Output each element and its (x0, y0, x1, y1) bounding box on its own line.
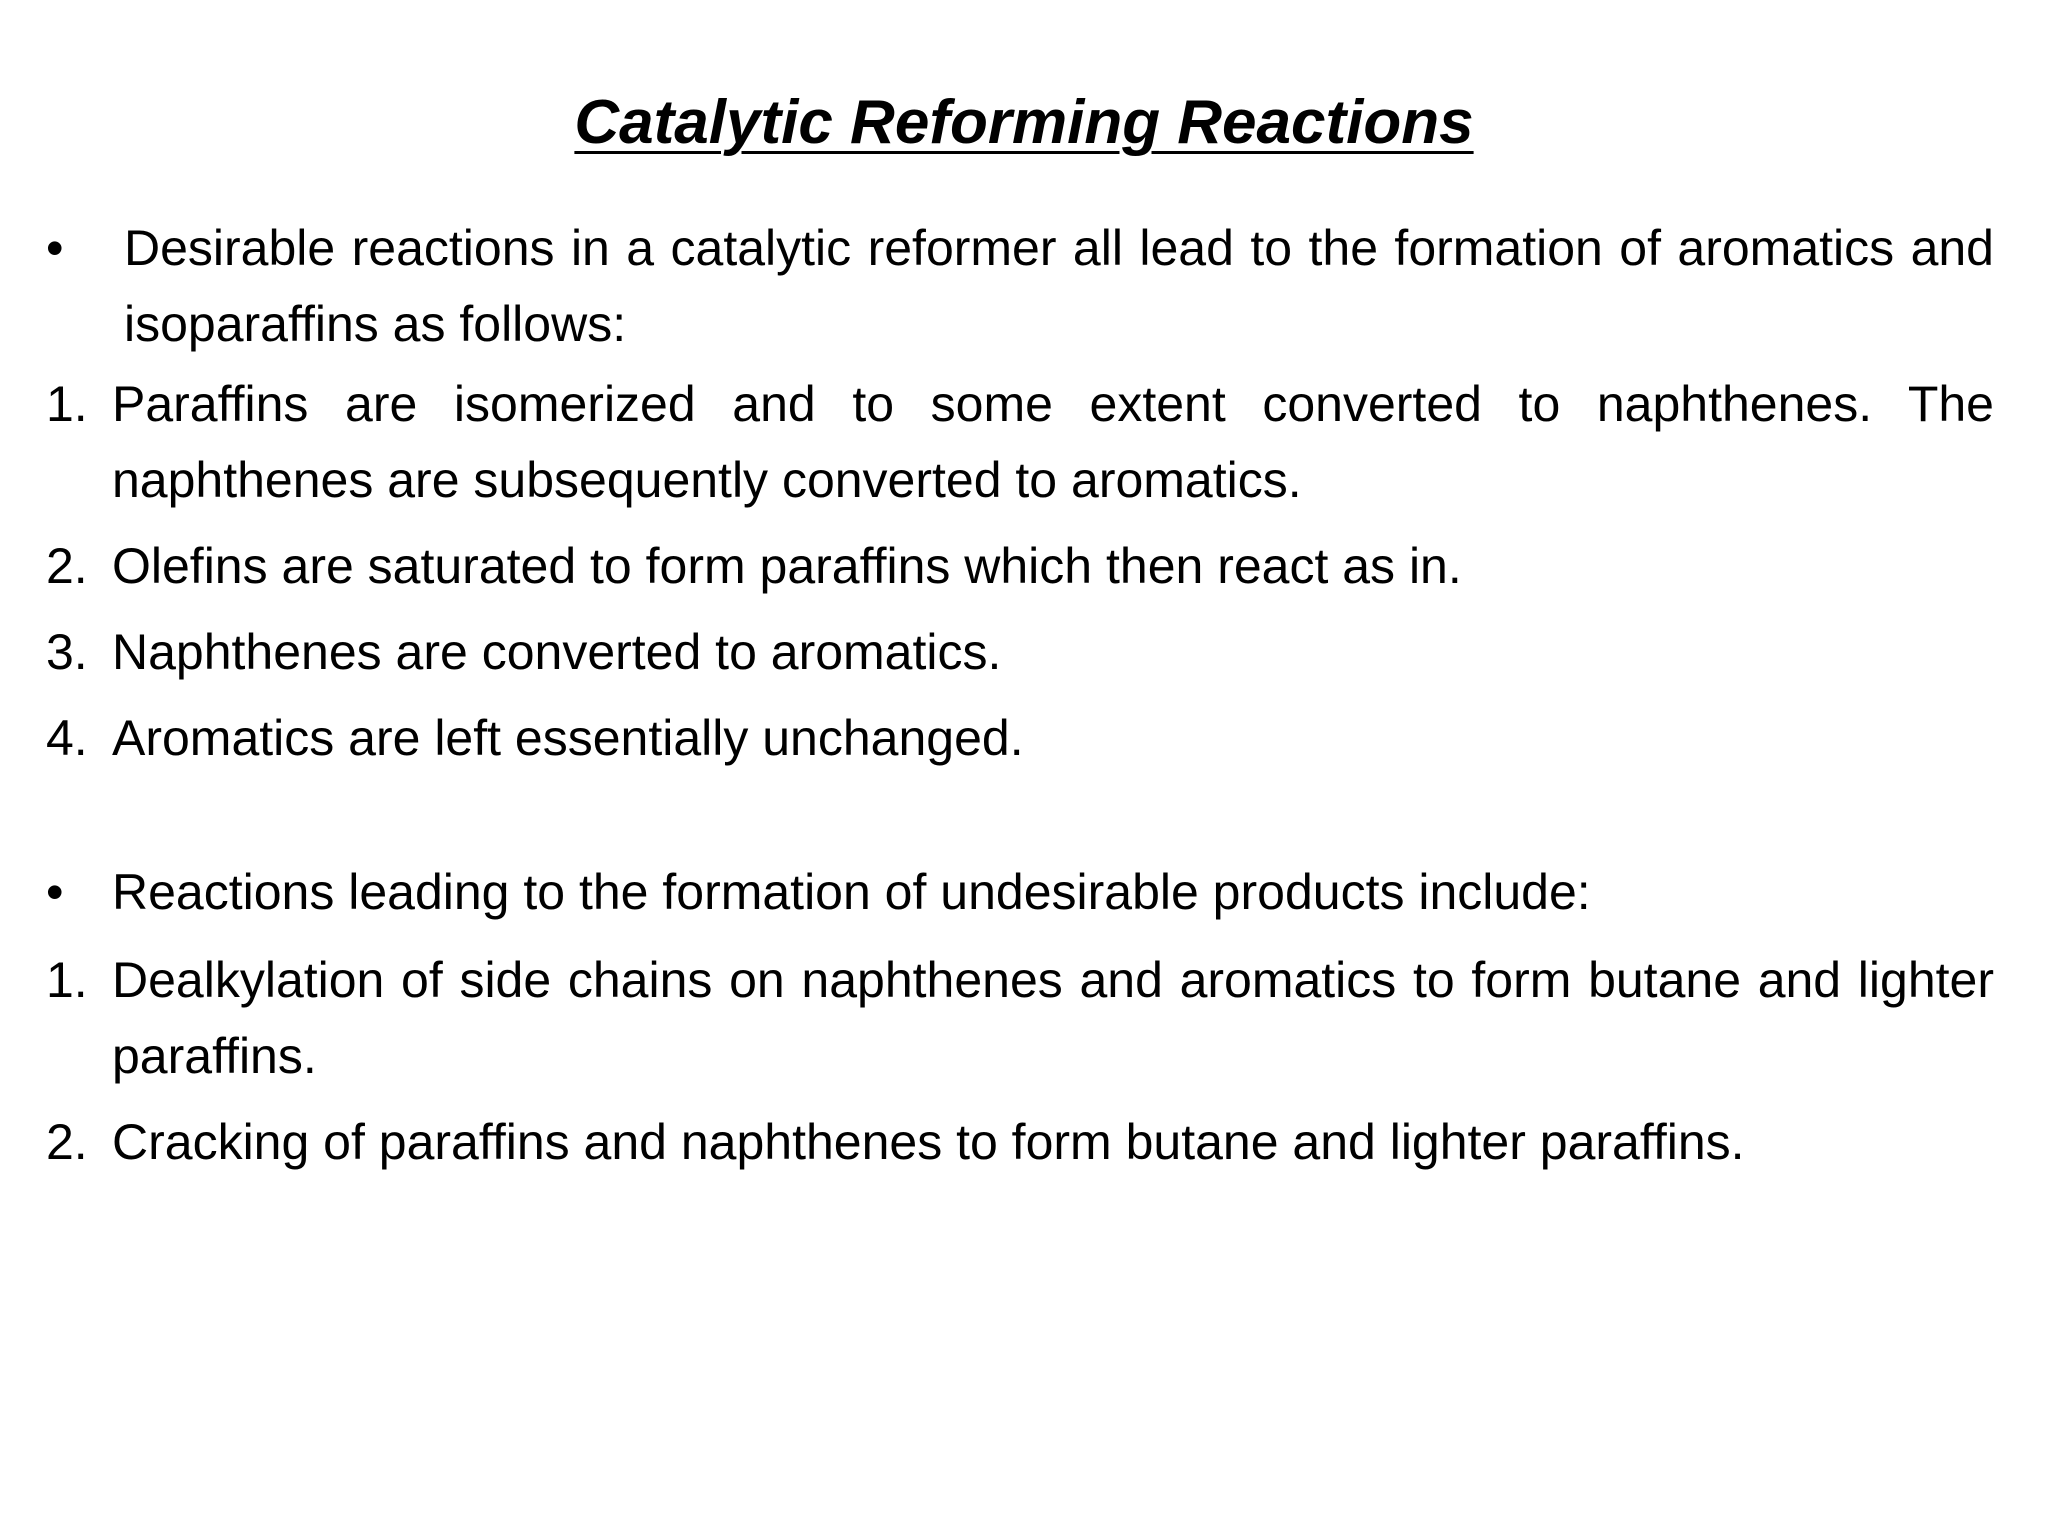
item-text: Paraffins are isomerized and to some extent converted to naphthenes. The naphthenes are subsequently converted to aromatics. (112, 376, 1994, 508)
bullet-icon: • (46, 220, 64, 276)
item-number: 2. (46, 538, 88, 594)
undesirable-intro (46, 854, 1994, 930)
bullet-icon: • (46, 864, 64, 920)
item-text: Dealkylation of side chains on naphthenes and aromatics to form butane and lighter paraffins. (112, 952, 1994, 1084)
slide-body (46, 210, 1994, 1190)
desirable-intro-text: Desirable reactions in a catalytic reformer all lead to the formation of aromatics and isoparaffins as follows: (124, 220, 1994, 352)
item-number: 2. (46, 1114, 88, 1170)
slide-title: Catalytic Reforming Reactions (574, 88, 1474, 157)
undesirable-item (46, 1104, 1994, 1180)
item-text: Aromatics are left essentially unchanged. (112, 710, 1024, 766)
item-number: 4. (46, 710, 88, 766)
undesirable-item (46, 942, 1994, 1094)
item-number: 1. (46, 952, 88, 1008)
undesirable-intro-text: Reactions leading to the formation of undesirable products include: (112, 864, 1591, 920)
item-text: Naphthenes are converted to aromatics. (112, 624, 1002, 680)
desirable-item (46, 614, 1994, 690)
desirable-item (46, 366, 1994, 518)
desirable-item (46, 700, 1994, 776)
item-text: Olefins are saturated to form paraffins which then react as in. (112, 538, 1462, 594)
desirable-item (46, 528, 1994, 604)
desirable-intro (46, 210, 1994, 362)
item-number: 3. (46, 624, 88, 680)
item-text: Cracking of paraffins and naphthenes to form butane and lighter paraffins. (112, 1114, 1745, 1170)
item-number: 1. (46, 376, 88, 432)
